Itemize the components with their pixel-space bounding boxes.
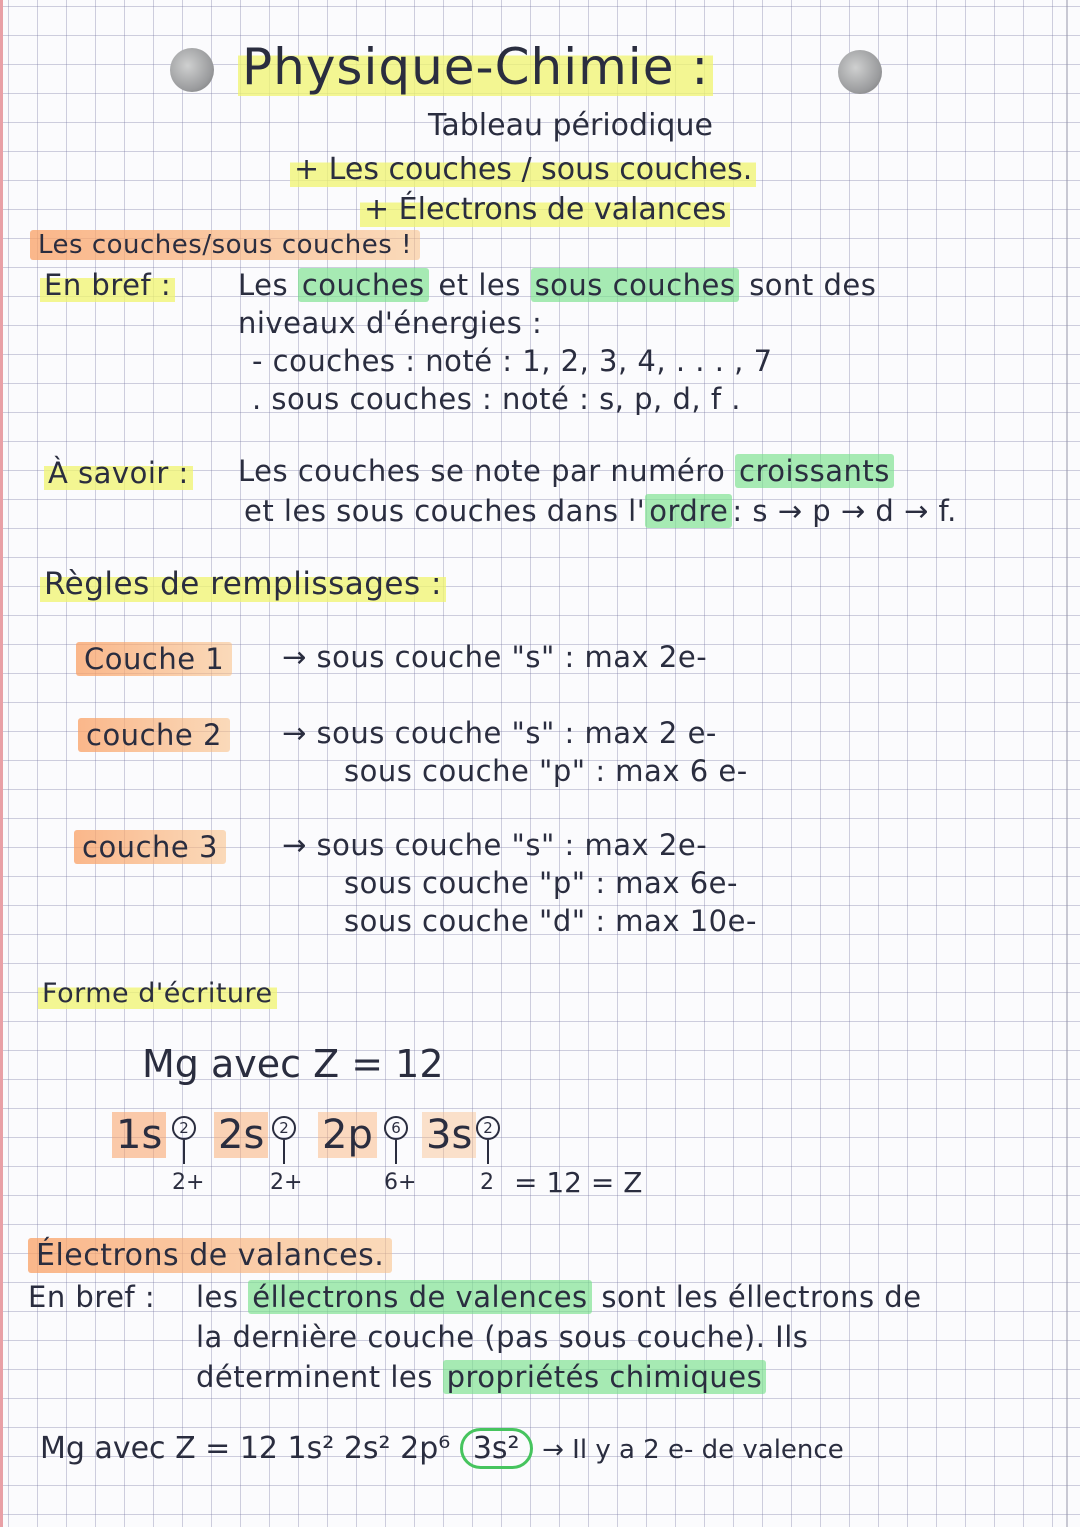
- valence-en-bref-label: En bref :: [28, 1280, 156, 1314]
- valence-shell-highlight: 3s²: [460, 1428, 533, 1469]
- savoir-line-2: et les sous couches dans l' ordre : s → p → d → f.: [244, 494, 957, 528]
- writing-form-heading: Forme d'écriture: [38, 978, 277, 1009]
- couche-1-rule-s: → sous couche "s" : max 2e-: [282, 640, 708, 674]
- section-heading-layers: Les couches/sous couches !: [30, 230, 420, 260]
- config-total: = 12 = Z: [514, 1166, 643, 1199]
- valence-heading: Électrons de valances.: [28, 1238, 392, 1273]
- subtitle-periodic-table: Tableau périodique: [428, 108, 713, 143]
- couche-2-label: couche 2: [78, 718, 230, 752]
- config-count-2p: 6+: [384, 1170, 417, 1195]
- config-exp-1s: 2: [172, 1116, 196, 1140]
- couche-2-rule-s: → sous couche "s" : max 2 e-: [282, 716, 717, 750]
- page-title: Physique-Chimie :: [238, 38, 713, 96]
- savoir-line-1: Les couches se note par numéro croissants: [238, 454, 894, 488]
- sublayers-notation: . sous couches : noté : s, p, d, f .: [252, 382, 741, 416]
- subtitle-valence: + Électrons de valances: [360, 192, 730, 227]
- layers-notation: - couches : noté : 1, 2, 3, 4, . . . , 7: [252, 344, 773, 378]
- valence-line-1: les éllectrons de valences sont les éllectrons de: [196, 1280, 922, 1314]
- config-exp-2s: 2: [272, 1116, 296, 1140]
- config-stem-1s: [183, 1140, 185, 1164]
- page-edge: [1066, 0, 1068, 1527]
- config-stem-2p: [395, 1140, 397, 1164]
- margin-line: [0, 0, 3, 1527]
- punch-hole-right: [838, 50, 882, 94]
- couche-1-label: Couche 1: [76, 642, 232, 676]
- en-bref-label: En bref :: [40, 268, 175, 302]
- valence-example: Mg avec Z = 12 1s² 2s² 2p⁶ 3s² → Il y a 2 e- de valence: [40, 1428, 844, 1469]
- couche-2-rule-p: sous couche "p" : max 6 e-: [344, 754, 748, 788]
- couche-3-label: couche 3: [74, 830, 226, 864]
- config-stem-2s: [283, 1140, 285, 1164]
- mg-atomic-number: Mg avec Z = 12: [142, 1042, 444, 1086]
- config-exp-3s: 2: [476, 1116, 500, 1140]
- config-count-3s: 2: [480, 1170, 494, 1195]
- definition-line-2: niveaux d'énergies :: [238, 306, 543, 340]
- valence-line-2: la dernière couche (pas sous couche). Ils: [196, 1320, 809, 1354]
- couche-3-rule-s: → sous couche "s" : max 2e-: [282, 828, 708, 862]
- definition-line-1: Les couches et les sous couches sont des: [238, 268, 877, 302]
- config-term-2s: 2s: [214, 1112, 268, 1158]
- config-term-1s: 1s: [112, 1112, 166, 1158]
- valence-line-3: déterminent les propriétés chimiques: [196, 1360, 766, 1394]
- config-count-1s: 2+: [172, 1170, 205, 1195]
- config-stem-3s: [487, 1140, 489, 1164]
- subtitle-layers: + Les couches / sous couches.: [290, 152, 756, 187]
- a-savoir-label: À savoir :: [44, 456, 193, 490]
- config-term-3s: 3s: [422, 1112, 476, 1158]
- couche-3-rule-d: sous couche "d" : max 10e-: [344, 904, 757, 938]
- punch-hole-left: [170, 48, 214, 92]
- config-term-2p: 2p: [318, 1112, 377, 1158]
- config-exp-2p: 6: [384, 1116, 408, 1140]
- config-count-2s: 2+: [270, 1170, 303, 1195]
- couche-3-rule-p: sous couche "p" : max 6e-: [344, 866, 738, 900]
- rules-heading: Règles de remplissages :: [40, 566, 446, 602]
